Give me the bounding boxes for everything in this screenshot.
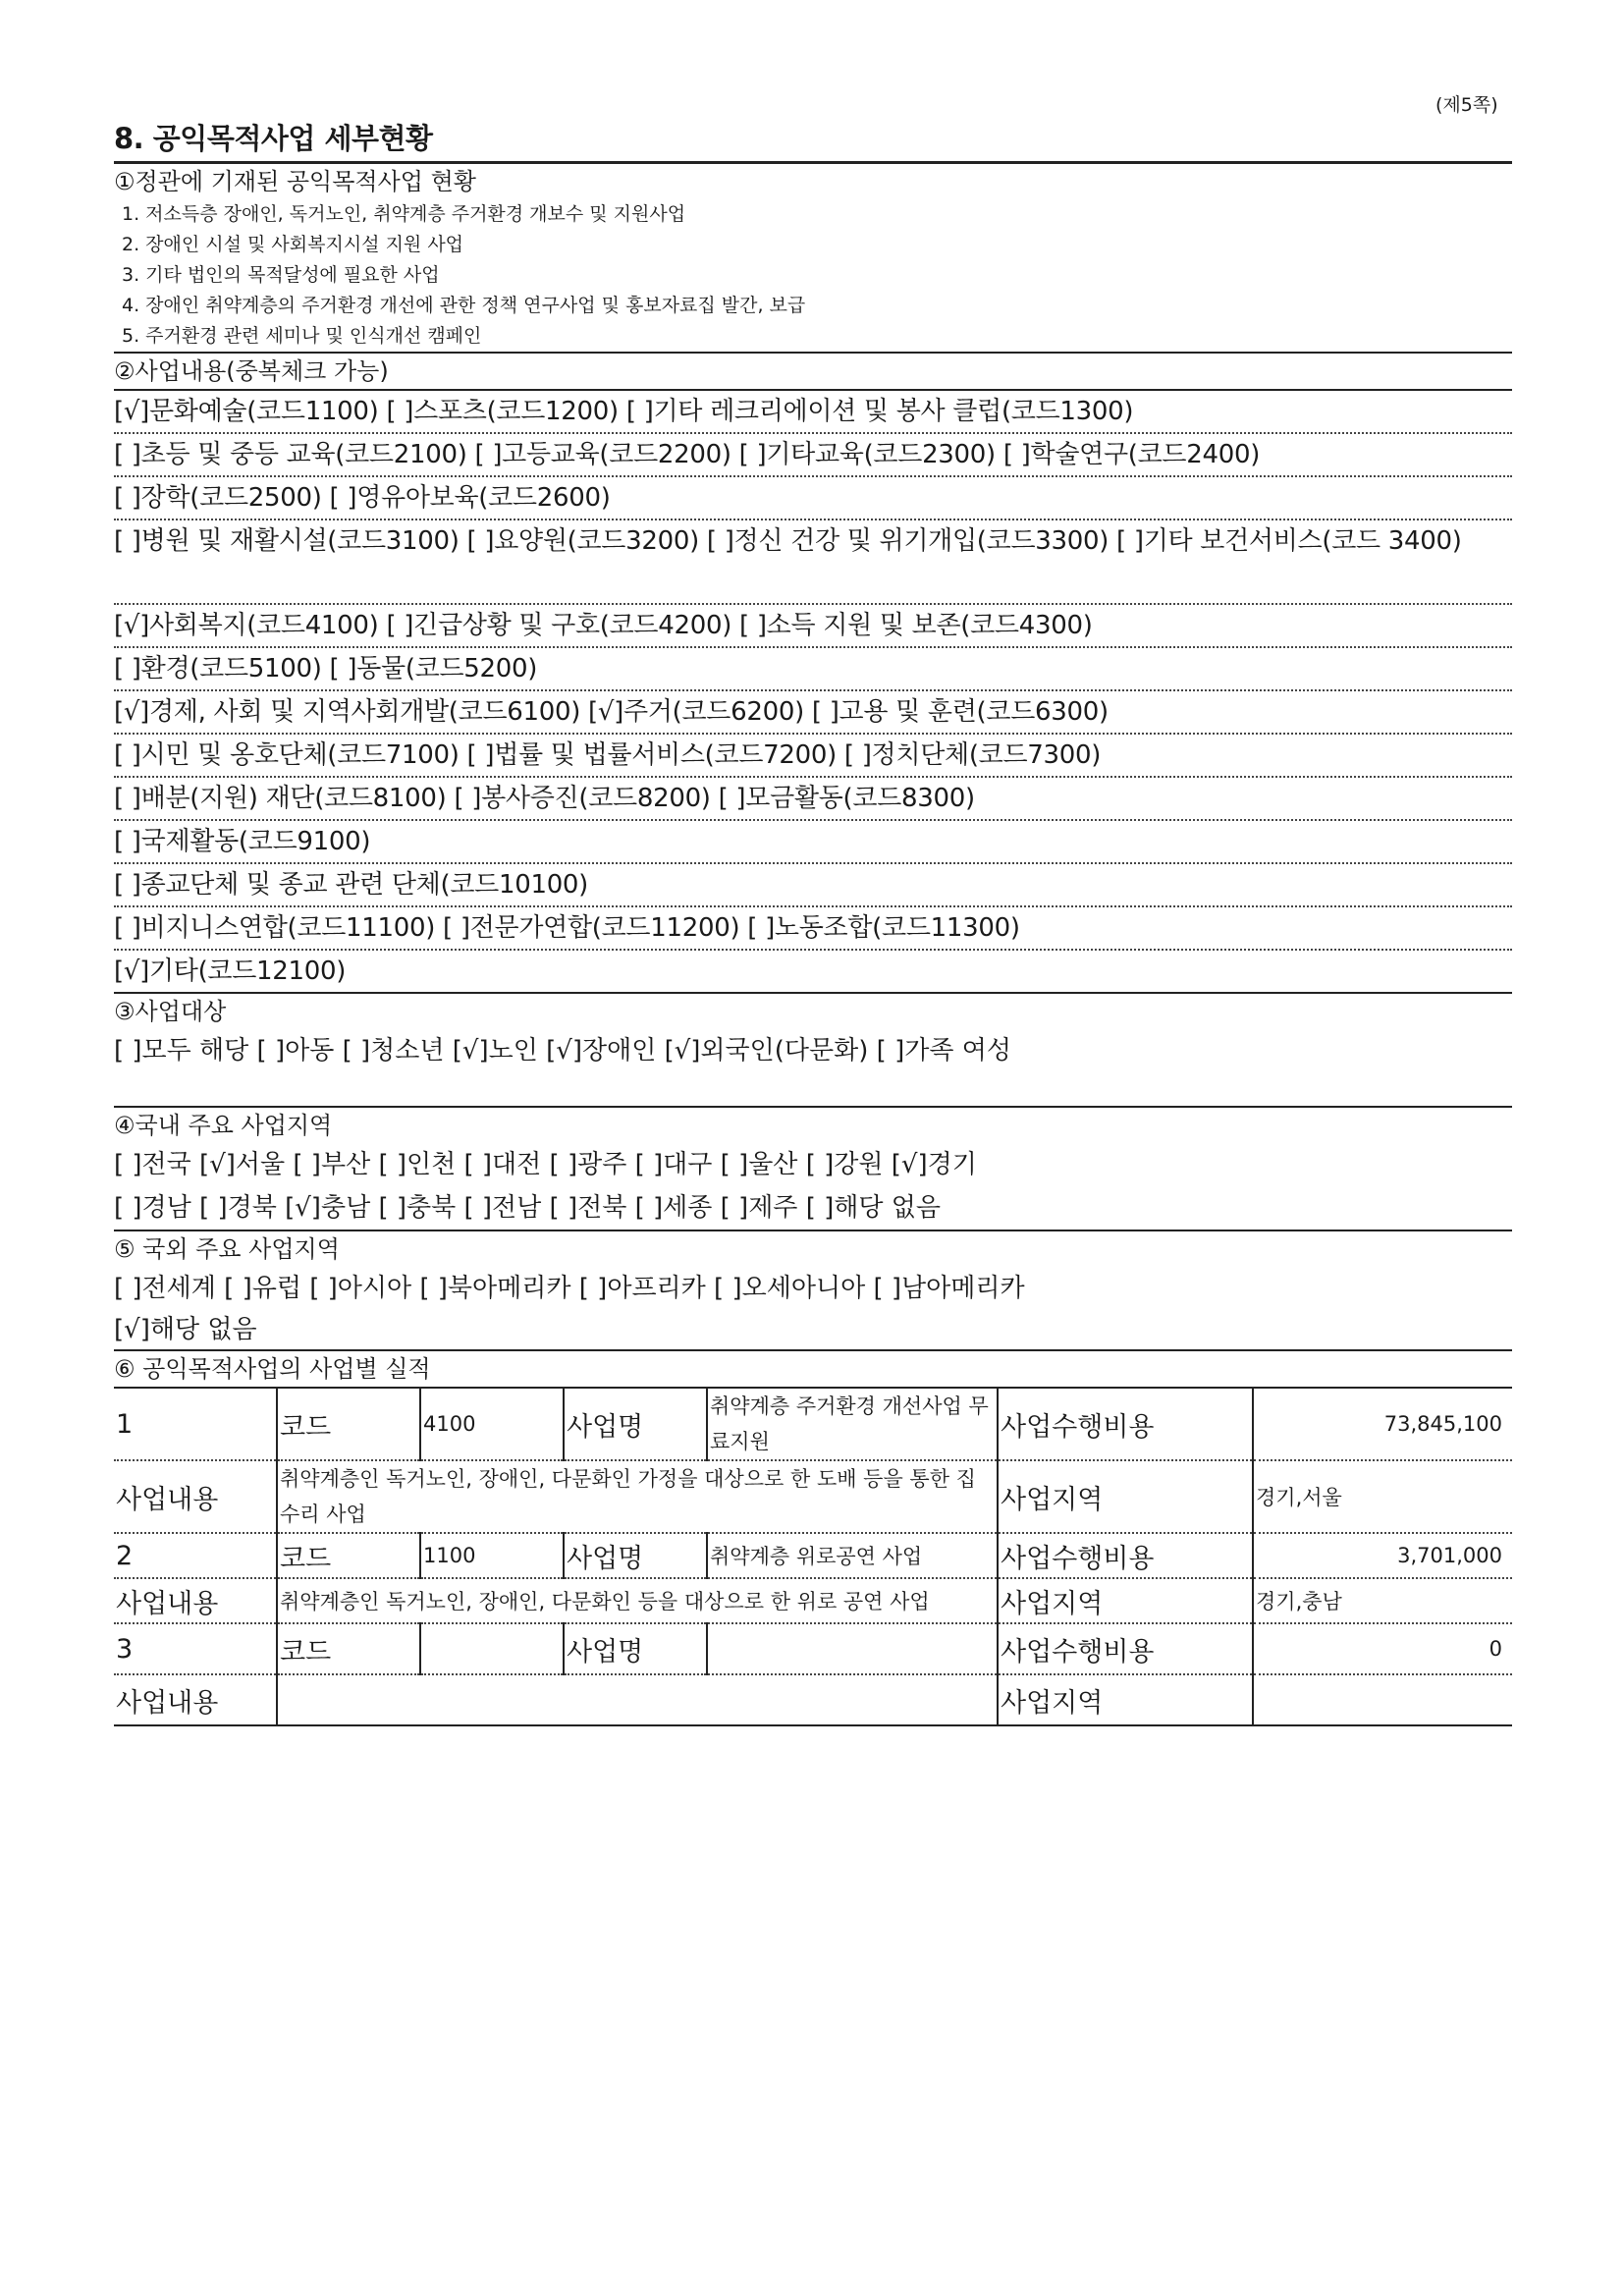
- target-row: [ ]모두 해당 [ ]아동 [ ]청소년 [√]노인 [√]장애인 [√]외국인(다문화) [ ]가족 여성: [114, 1036, 1011, 1066]
- project-code: 1100: [420, 1533, 564, 1578]
- target-spacer: [114, 1072, 1512, 1108]
- section-title: 8. 공익목적사업 세부현황: [114, 116, 1512, 164]
- project-name: 취약계층 위로공연 사업: [707, 1533, 998, 1578]
- region-label: 사업지역: [998, 1674, 1253, 1725]
- domestic-row: [ ]전국 [√]서울 [ ]부산 [ ]인천 [ ]대전 [ ]광주 [ ]대구 [ ]울산 [ ]강원 [√]경기: [114, 1150, 977, 1179]
- content-row: [ ]병원 및 재활시설(코드3100) [ ]요양원(코드3200) [ ]정신 건강 및 위기개입(코드3300) [ ]기타 보건서비스(코드 3400): [114, 520, 1512, 605]
- articles-heading: ①정관에 기재된 공익목적사업 현황: [114, 168, 476, 195]
- table-row: [114, 1578, 1512, 1623]
- table-row: [114, 1623, 1512, 1674]
- project-code: [420, 1623, 564, 1674]
- article-item: 5. 주거환경 관련 세미나 및 인식개선 캠페인: [114, 321, 1512, 354]
- performance-heading: ⑥ 공익목적사업의 사업별 실적: [114, 1355, 431, 1383]
- cost-label: 사업수행비용: [998, 1388, 1253, 1460]
- content-label: 사업내용: [114, 1578, 277, 1623]
- name-label: 사업명: [564, 1533, 707, 1578]
- content-row: [√]문화예술(코드1100) [ ]스포츠(코드1200) [ ]기타 레크리에이션 및 봉사 클럽(코드1300): [114, 391, 1512, 434]
- project-content: [277, 1674, 998, 1725]
- content-row: [ ]국제활동(코드9100): [114, 821, 1512, 864]
- table-row: [114, 1388, 1512, 1460]
- name-label: 사업명: [564, 1623, 707, 1674]
- project-cost: 0: [1489, 1637, 1502, 1661]
- performance-table: [114, 1387, 1512, 1726]
- project-name: 취약계층 주거환경 개선사업 무료지원: [707, 1388, 998, 1460]
- project-code: 4100: [420, 1388, 564, 1460]
- project-name: [707, 1623, 998, 1674]
- content-row: [ ]시민 및 옹호단체(코드7100) [ ]법률 및 법률서비스(코드7200) [ ]정치단체(코드7300): [114, 735, 1512, 778]
- cost-label: 사업수행비용: [998, 1623, 1253, 1674]
- project-cost: 73,845,100: [1383, 1412, 1502, 1436]
- cost-label: 사업수행비용: [998, 1533, 1253, 1578]
- content-row: [ ]배분(지원) 재단(코드8100) [ ]봉사증진(코드8200) [ ]모금활동(코드8300): [114, 778, 1512, 821]
- project-cost: 3,701,000: [1397, 1544, 1502, 1567]
- content-row: [√]사회복지(코드4100) [ ]긴급상황 및 구호(코드4200) [ ]소득 지원 및 보존(코드4300): [114, 605, 1512, 648]
- table-row: [114, 1533, 1512, 1578]
- project-region: 경기,서울: [1256, 1486, 1342, 1509]
- content-heading: ②사업내용(중복체크 가능): [114, 354, 1512, 391]
- article-item: 4. 장애인 취약계층의 주거환경 개선에 관한 정책 연구사업 및 홍보자료집 발간, 보급: [122, 295, 806, 316]
- project-number: 3: [114, 1623, 277, 1674]
- table-row: [114, 1674, 1512, 1725]
- project-region: [1253, 1674, 1512, 1725]
- content-row: [ ]환경(코드5100) [ ]동물(코드5200): [114, 648, 1512, 691]
- table-row: [114, 1460, 1512, 1533]
- target-heading: ③사업대상: [114, 998, 227, 1025]
- project-content: 취약계층인 독거노인, 장애인, 다문화인 가정을 대상으로 한 도배 등을 통한 집수리 사업: [277, 1460, 998, 1533]
- content-row: [√]경제, 사회 및 지역사회개발(코드6100) [√]주거(코드6200) [ ]고용 및 훈련(코드6300): [114, 691, 1512, 735]
- content-row: [ ]종교단체 및 종교 관련 단체(코드10100): [114, 864, 1512, 907]
- overseas-heading: ⑤ 국외 주요 사업지역: [114, 1235, 340, 1263]
- article-item: 2. 장애인 시설 및 사회복지시설 지원 사업: [122, 234, 464, 255]
- content-row: [ ]장학(코드2500) [ ]영유아보육(코드2600): [114, 477, 1512, 520]
- overseas-row: [√]해당 없음: [114, 1310, 1512, 1351]
- content-label: 사업내용: [114, 1674, 277, 1725]
- code-label: 코드: [277, 1623, 420, 1674]
- project-number: 1: [114, 1388, 277, 1460]
- overseas-row: [ ]전세계 [ ]유럽 [ ]아시아 [ ]북아메리카 [ ]아프리카 [ ]오세아니아 [ ]남아메리카: [114, 1274, 1025, 1303]
- project-region: 경기,충남: [1256, 1590, 1342, 1613]
- region-label: 사업지역: [998, 1460, 1253, 1533]
- public-purpose-details: [114, 116, 1512, 1726]
- content-row: [ ]초등 및 중등 교육(코드2100) [ ]고등교육(코드2200) [ ]기타교육(코드2300) [ ]학술연구(코드2400): [114, 434, 1512, 477]
- project-number: 2: [114, 1533, 277, 1578]
- content-label: 사업내용: [114, 1460, 277, 1533]
- content-row: [√]기타(코드12100): [114, 951, 1512, 994]
- page-number: (제5쪽): [1435, 94, 1498, 116]
- code-label: 코드: [277, 1533, 420, 1578]
- content-row: [ ]비지니스연합(코드11100) [ ]전문가연합(코드11200) [ ]노동조합(코드11300): [114, 907, 1512, 951]
- region-label: 사업지역: [998, 1578, 1253, 1623]
- project-content: 취약계층인 독거노인, 장애인, 다문화인 등을 대상으로 한 위로 공연 사업: [277, 1578, 998, 1623]
- domestic-heading: ④국내 주요 사업지역: [114, 1112, 333, 1139]
- article-item: 3. 기타 법인의 목적달성에 필요한 사업: [122, 264, 440, 286]
- name-label: 사업명: [564, 1388, 707, 1460]
- domestic-row: [ ]경남 [ ]경북 [√]충남 [ ]충북 [ ]전남 [ ]전북 [ ]세종 [ ]제주 [ ]해당 없음: [114, 1186, 1512, 1231]
- article-item: 1. 저소득층 장애인, 독거노인, 취약계층 주거환경 개보수 및 지원사업: [122, 203, 686, 225]
- code-label: 코드: [277, 1388, 420, 1460]
